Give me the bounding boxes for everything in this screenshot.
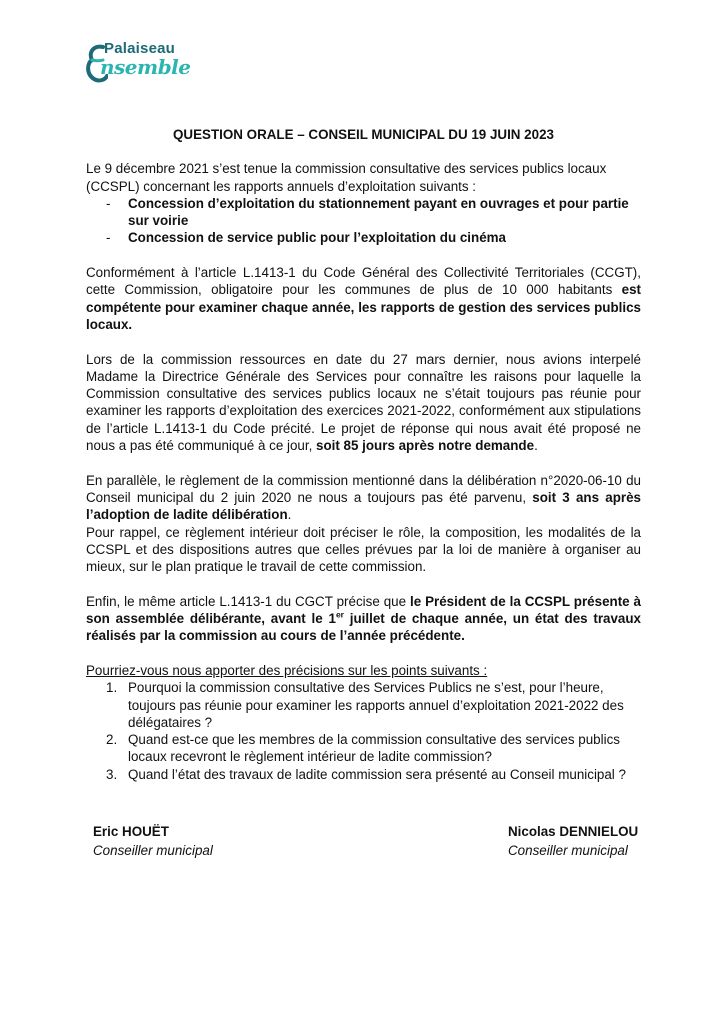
question-text: Pourquoi la commission consultative des Services Publics ne s’est, pour l’heure, toujours pas réunie pour examiner les rapports annuel d’exploitation 2021-2022 des délégataires ? [128,680,624,730]
paragraph-text: . [287,507,292,523]
list-item [86,679,641,731]
report-item-text: Concession d’exploitation du stationnement payant en ouvrages et pour partie sur voirie [128,195,629,229]
document-body [86,126,641,783]
paragraph-text: En parallèle, le règlement de la commission mentionné dans la délibération n°2020-06-10 du Conseil municipal du 2 juin 2020 ne nous a toujours pas été parvenu, [86,472,641,505]
logo-text-palaiseau: Palaiseau [104,40,176,57]
questions-list [86,679,641,783]
paragraph-rappel: Pour rappel, ce règlement intérieur doit préciser le rôle, la composition, les modalités de la CCSPL et des dispositions autres que celles prévues par la loi de manière à organiser au mieux, sur le plan pratique le travail de cette commission. [86,524,641,575]
question-number: 3. [106,766,118,782]
paragraph-article-l1413 [86,264,641,333]
signatory-role: Conseiller municipal [93,843,213,858]
paragraph-bold-text: le Président de la CCSPL présente à son assemblée délibérante, avant le 1 [86,593,641,627]
list-item [86,766,641,783]
list-item: - Concession de service public pour l’exploitation du cinéma [106,230,506,246]
paragraph-commission-ressources [86,351,641,455]
report-item-text: Concession de service public pour l’exploitation du cinéma [128,230,506,246]
question-number: 2. [106,732,118,748]
reports-list [86,195,641,247]
signatory-role: Conseiller municipal [508,843,628,858]
question-text: Quand l’état des travaux de ladite commission sera présenté au Conseil municipal ? [128,766,626,782]
paragraph-text: Conformément à l’article L.1413-1 du Code Général des Collectivité Territoriales (CCGT), cette Commission, obligatoire pour les communes de plus de 10 000 habitants [86,265,641,298]
signatory-name: Nicolas DENNIELOU [508,824,639,839]
intro-paragraph: Le 9 décembre 2021 s’est tenue la commission consultative des services publics locaux (CCSPL) concernant les rapports annuels d’exploitation suivants : [86,161,607,194]
logo-text-ensemble: nsemble [100,55,191,79]
paragraph-text: Lors de la commission ressources en date du 27 mars dernier, nous avions interpelé Madame la Directrice Générale des Services pour connaître les raisons pour laquelle la Commission consultative des services publics locaux ne s’était toujours pas réunie pour examiner les rapports d’exploitation des exercices 2021-2022, conformément aux stipulations de l’article L.1413-1 du Code précité. Le projet de réponse qui nous avait été proposé ne nous a pas été communiqué à ce jour, [86,351,641,454]
palaiseau-ensemble-logo [86,40,196,90]
question-number: 1. [106,680,118,696]
signature-right [508,822,638,860]
superscript-text: er [335,609,344,620]
paragraph-reglement [86,472,641,524]
paragraph-text: . [534,438,538,454]
signature-left [93,822,213,860]
document-title: QUESTION ORALE – CONSEIL MUNICIPAL DU 19 JUIN 2023 [173,127,554,142]
paragraph-bold-text: soit 85 jours après notre demande [316,438,535,454]
paragraph-bold-text: soit 3 ans après l’adoption de ladite délibération [86,489,641,523]
paragraph-enfin [86,593,641,645]
question-text: Quand est-ce que les membres de la commission consultative des services publics locaux recevront le règlement intérieur de ladite commission? [128,732,620,765]
list-item [86,731,641,766]
paragraph-text: Enfin, le même article L.1413-1 du CGCT précise que [86,593,410,609]
list-item: - Concession d’exploitation du stationnement payant en ouvrages et pour partie sur voirie [106,195,629,229]
questions-intro: Pourriez-vous nous apporter des précisions sur les points suivants : [86,662,488,678]
signatory-name: Eric HOUËT [93,824,169,839]
paragraph-bold-text: juillet de chaque année, un état des travaux réalisés par la commission au cours de l’année précédente. [86,611,642,644]
paragraph-bold-text: est compétente pour examiner chaque année, les rapports de gestion des services publics locaux. [86,282,641,332]
